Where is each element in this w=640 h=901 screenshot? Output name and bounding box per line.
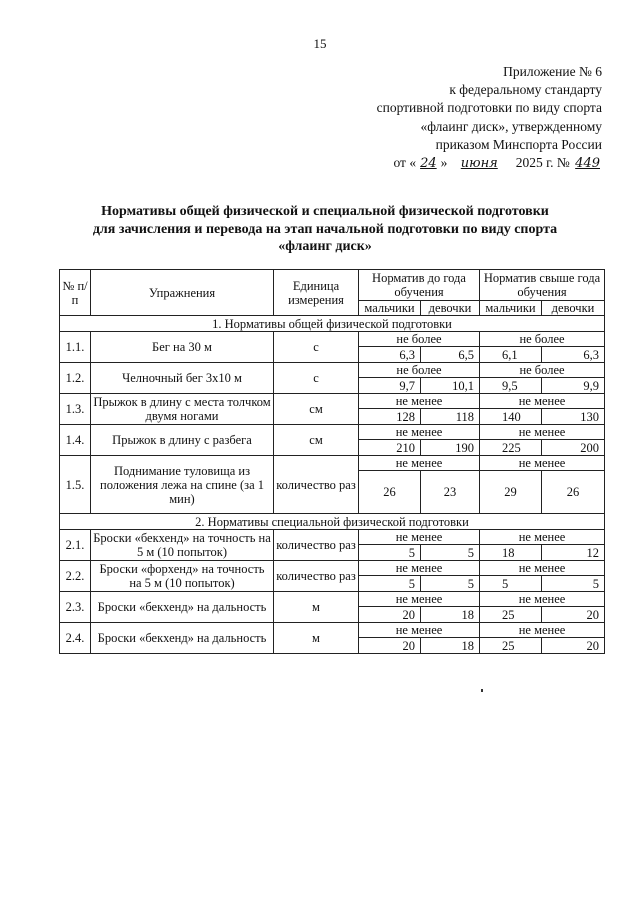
condition-before: не менее bbox=[359, 530, 480, 545]
exercise-name: Броски «бекхенд» на дальность bbox=[91, 592, 274, 623]
header-girls: девочки bbox=[421, 301, 480, 316]
condition-before: не менее bbox=[359, 456, 480, 471]
header-num: № п/п bbox=[60, 270, 91, 316]
value-boys-after: 225 bbox=[480, 440, 542, 456]
table-row bbox=[60, 530, 605, 545]
condition-after: не менее bbox=[480, 394, 605, 409]
year-part: 2025 г. № bbox=[515, 155, 570, 171]
table-row bbox=[60, 592, 605, 607]
header-boys: мальчики bbox=[480, 301, 542, 316]
order-date-line bbox=[302, 154, 602, 173]
condition-before: не более bbox=[359, 332, 480, 347]
value-girls-before: 5 bbox=[421, 545, 480, 561]
section-title: 1. Нормативы общей физической подготовки bbox=[60, 316, 605, 332]
table-row bbox=[60, 456, 605, 471]
unit: м bbox=[274, 623, 359, 654]
value-boys-before: 6,3 bbox=[359, 347, 421, 363]
value-girls-after: 12 bbox=[542, 545, 605, 561]
exercise-name: Прыжок в длину с разбега bbox=[91, 425, 274, 456]
handwritten-order-number: 449 bbox=[575, 156, 600, 172]
value-boys-before: 5 bbox=[359, 545, 421, 561]
table-row bbox=[60, 425, 605, 440]
condition-after: не менее bbox=[480, 592, 605, 607]
unit: количество раз bbox=[274, 456, 359, 514]
header-exercise: Упражнения bbox=[91, 270, 274, 316]
value-boys-before: 20 bbox=[359, 607, 421, 623]
condition-after: не менее bbox=[480, 623, 605, 638]
value-girls-before: 18 bbox=[421, 638, 480, 654]
section-title: 2. Нормативы специальной физической подготовки bbox=[60, 514, 605, 530]
condition-after: не менее bbox=[480, 456, 605, 471]
page-number: 15 bbox=[313, 36, 327, 51]
table-row bbox=[60, 623, 605, 638]
header-unit: Единица измерения bbox=[274, 270, 359, 316]
unit: с bbox=[274, 332, 359, 363]
value-boys-before: 210 bbox=[359, 440, 421, 456]
exercise-name: Прыжок в длину с места толчком двумя ногами bbox=[91, 394, 274, 425]
condition-after: не менее bbox=[480, 425, 605, 440]
header-norm-before: Норматив до года обучения bbox=[359, 270, 480, 301]
row-number: 2.4. bbox=[60, 623, 91, 654]
value-girls-before: 18 bbox=[421, 607, 480, 623]
handwritten-day: 24 bbox=[420, 156, 437, 172]
value-girls-before: 6,5 bbox=[421, 347, 480, 363]
header-girls: девочки bbox=[542, 301, 605, 316]
row-number: 1.2. bbox=[60, 363, 91, 394]
title-line: «флаинг диск» bbox=[278, 239, 372, 254]
unit: с bbox=[274, 363, 359, 394]
header-norm-after: Норматив свыше года обучения bbox=[480, 270, 605, 301]
row-number: 1.4. bbox=[60, 425, 91, 456]
condition-before: не менее bbox=[359, 561, 480, 576]
row-number: 2.2. bbox=[60, 561, 91, 592]
appendix-line: «флаинг диск», утвержденному bbox=[420, 118, 602, 134]
unit: см bbox=[274, 394, 359, 425]
date-mid: » bbox=[440, 155, 448, 171]
value-girls-before: 10,1 bbox=[421, 378, 480, 394]
condition-after: не более bbox=[480, 332, 605, 347]
row-number: 1.5. bbox=[60, 456, 91, 514]
value-girls-after: 20 bbox=[542, 638, 605, 654]
value-boys-before: 20 bbox=[359, 638, 421, 654]
appendix-block bbox=[302, 63, 602, 173]
condition-before: не более bbox=[359, 363, 480, 378]
exercise-name: Бег на 30 м bbox=[91, 332, 274, 363]
row-number: 2.3. bbox=[60, 592, 91, 623]
value-girls-after: 5 bbox=[542, 576, 605, 592]
row-number: 2.1. bbox=[60, 530, 91, 561]
norms-table bbox=[59, 269, 605, 654]
appendix-line: спортивной подготовки по виду спорта bbox=[376, 100, 602, 116]
value-girls-before: 5 bbox=[421, 576, 480, 592]
unit: количество раз bbox=[274, 561, 359, 592]
value-boys-before: 9,7 bbox=[359, 378, 421, 394]
exercise-name: Броски «форхенд» на точность на 5 м (10 попыток) bbox=[91, 561, 274, 592]
value-girls-before: 23 bbox=[421, 471, 480, 514]
condition-before: не менее bbox=[359, 592, 480, 607]
header-boys: мальчики bbox=[359, 301, 421, 316]
unit: см bbox=[274, 425, 359, 456]
scan-speck bbox=[481, 689, 483, 692]
value-boys-after: 5 bbox=[480, 576, 542, 592]
section-row bbox=[60, 514, 605, 530]
value-girls-after: 20 bbox=[542, 607, 605, 623]
value-boys-after: 6,1 bbox=[480, 347, 542, 363]
value-boys-before: 128 bbox=[359, 409, 421, 425]
title-line: Нормативы общей физической и специальной физической подготовки bbox=[101, 204, 549, 219]
unit: количество раз bbox=[274, 530, 359, 561]
value-girls-after: 200 bbox=[542, 440, 605, 456]
condition-before: не менее bbox=[359, 394, 480, 409]
exercise-name: Броски «бекхенд» на дальность bbox=[91, 623, 274, 654]
handwritten-month: июня bbox=[460, 156, 498, 172]
appendix-line: Приложение № 6 bbox=[503, 64, 602, 79]
row-number: 1.1. bbox=[60, 332, 91, 363]
condition-after: не более bbox=[480, 363, 605, 378]
value-boys-after: 140 bbox=[480, 409, 542, 425]
appendix-line: к федеральному стандарту bbox=[449, 82, 602, 98]
exercise-name: Поднимание туловища из положения лежа на спине (за 1 мин) bbox=[91, 456, 274, 514]
appendix-line: приказом Минспорта России bbox=[435, 136, 602, 152]
value-girls-after: 6,3 bbox=[542, 347, 605, 363]
condition-after: не менее bbox=[480, 530, 605, 545]
condition-before: не менее bbox=[359, 425, 480, 440]
value-girls-after: 130 bbox=[542, 409, 605, 425]
exercise-name: Броски «бекхенд» на точность на 5 м (10 попыток) bbox=[91, 530, 274, 561]
table-row bbox=[60, 561, 605, 576]
value-girls-before: 190 bbox=[421, 440, 480, 456]
value-boys-after: 25 bbox=[480, 638, 542, 654]
table-row bbox=[60, 363, 605, 378]
value-boys-before: 5 bbox=[359, 576, 421, 592]
date-prefix: от « bbox=[393, 155, 417, 171]
condition-after: не менее bbox=[480, 561, 605, 576]
row-number: 1.3. bbox=[60, 394, 91, 425]
value-boys-after: 9,5 bbox=[480, 378, 542, 394]
value-boys-after: 18 bbox=[480, 545, 542, 561]
value-girls-after: 9,9 bbox=[542, 378, 605, 394]
table-row bbox=[60, 394, 605, 409]
section-row bbox=[60, 316, 605, 332]
document-title bbox=[60, 203, 590, 256]
value-boys-after: 25 bbox=[480, 607, 542, 623]
exercise-name: Челночный бег 3х10 м bbox=[91, 363, 274, 394]
title-line: для зачисления и перевода на этап начальной подготовки по виду спорта bbox=[92, 221, 558, 237]
condition-before: не менее bbox=[359, 623, 480, 638]
value-girls-before: 118 bbox=[421, 409, 480, 425]
value-boys-after: 29 bbox=[480, 471, 542, 514]
value-girls-after: 26 bbox=[542, 471, 605, 514]
unit: м bbox=[274, 592, 359, 623]
value-boys-before: 26 bbox=[359, 471, 421, 514]
table-row bbox=[60, 332, 605, 347]
